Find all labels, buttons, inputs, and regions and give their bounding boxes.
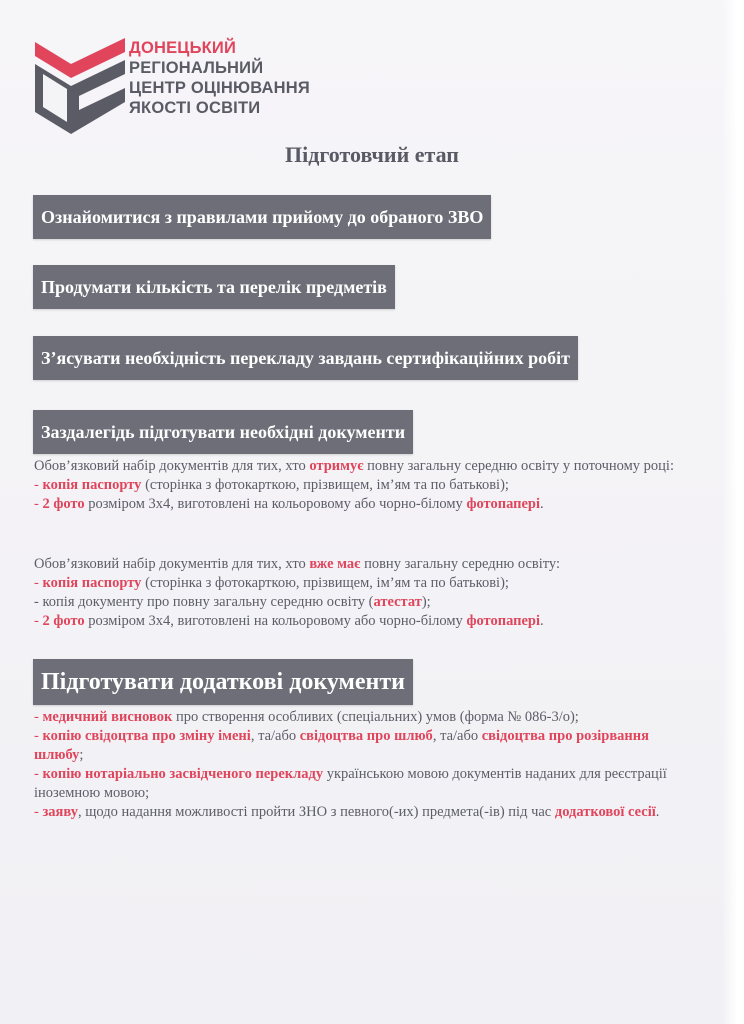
- list-item: - заяву, щодо надання можливості пройти ЗНО з певного(-их) предмета(-ів) під час додаткової сесії.: [34, 804, 660, 820]
- documents-set-already-have: [34, 555, 684, 631]
- list-item: - копія документу про повну загальну середню освіту (атестат);: [34, 594, 431, 610]
- logo-line: ЦЕНТР ОЦІНЮВАННЯ: [129, 79, 310, 97]
- list-item: - копію свідоцтва про зміну імені, та/або свідоцтва про шлюб, та/або свідоцтва про розірвання шлюбу;: [34, 728, 649, 763]
- set-intro: Обов’язковий набір документів для тих, хто вже має повну загальну середню освіту:: [34, 556, 561, 572]
- list-item: - 2 фото розміром 3х4, виготовлені на кольоровому або чорно-білому фотопапері.: [34, 496, 544, 512]
- book-logo-icon: [33, 34, 129, 134]
- organization-logo: [33, 34, 333, 134]
- extra-documents-list: [34, 708, 684, 822]
- list-item: - медичний висновок про створення особливих (спеціальних) умов (форма № 086-3/о);: [34, 709, 579, 725]
- step-banner: Ознайомитися з правилами прийому до обраного ЗВО: [33, 195, 491, 239]
- list-item: - копію нотаріально засвідченого перекладу українською мовою документів наданих для реєстрації іноземною мовою;: [34, 766, 667, 801]
- documents-set-current-year: [34, 457, 684, 514]
- logo-line: ЯКОСТІ ОСВІТИ: [129, 99, 261, 117]
- list-item: - копія паспорту (сторінка з фотокарткою, прізвищем, ім’ям та по батькові);: [34, 477, 509, 493]
- step-banner: З’ясувати необхідність перекладу завдань сертифікаційних робіт: [33, 336, 578, 380]
- page-title: Підготовчий етап: [284, 142, 459, 167]
- logo-line: РЕГІОНАЛЬНИЙ: [129, 59, 264, 77]
- extra-documents-banner: Підготувати додаткові документи: [33, 659, 413, 705]
- step-banner: Продумати кількість та перелік предметів: [33, 265, 395, 309]
- logo-wordmark: [129, 38, 310, 118]
- step-banner: Заздалегідь підготувати необхідні документи: [33, 410, 413, 454]
- set-intro: Обов’язковий набір документів для тих, хто отримує повну загальну середню освіту у поточному році:: [34, 458, 674, 474]
- list-item: - 2 фото розміром 3х4, виготовлені на кольоровому або чорно-білому фотопапері.: [34, 613, 544, 629]
- list-item: - копія паспорту (сторінка з фотокарткою, прізвищем, ім’ям та по батькові);: [34, 575, 509, 591]
- logo-line: ДОНЕЦЬКИЙ: [129, 39, 237, 57]
